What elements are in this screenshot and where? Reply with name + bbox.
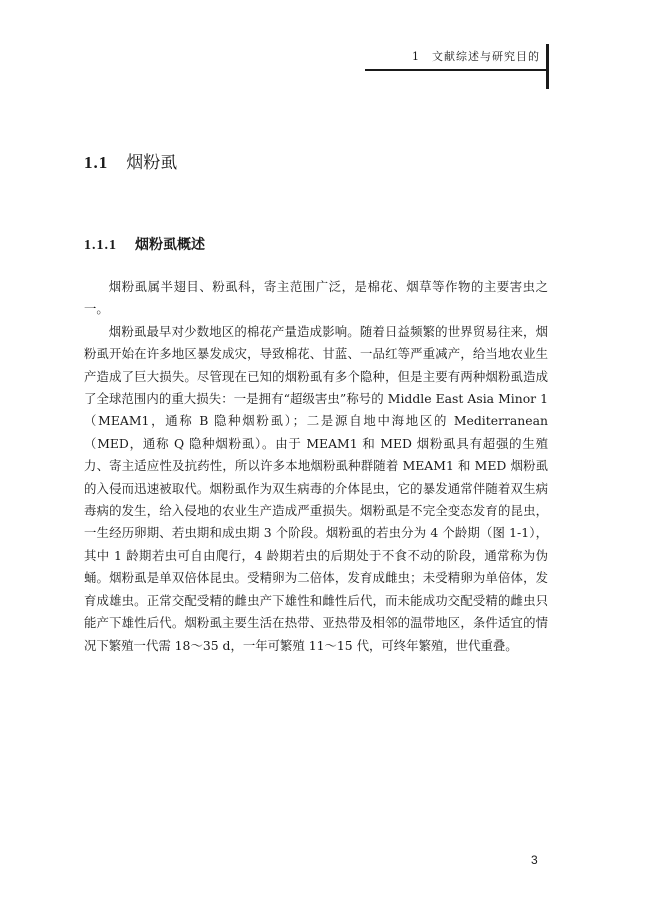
running-head-bar (546, 44, 549, 89)
subsection-number: 1.1.1 (84, 238, 117, 253)
running-head-rule (365, 69, 546, 71)
page-number: 3 (531, 853, 538, 867)
body-text (84, 276, 548, 657)
paragraph: 烟粉虱属半翅目、粉虱科，寄主范围广泛，是棉花、烟草等作物的主要害虫之一。 (84, 279, 548, 317)
subsection-heading (84, 234, 205, 254)
section-heading (84, 148, 177, 173)
running-head-chapter-title: 文献综述与研究目的 (432, 50, 540, 63)
section-title: 烟粉虱 (126, 153, 178, 173)
paragraph: 烟粉虱最早对少数地区的棉花产量造成影响。随着日益频繁的世界贸易往来，烟粉虱开始在许多地区暴发成灾，导致棉花、甘蓝、一品红等严重减产，给当地农业生产造成了巨大损失。尽管现在已知的烟粉虱有多个隐种，但是主要有两种烟粉虱造成了全球范围内的重大损失：一是拥有“超级害虫”称号的 Middle East Asia Minor 1（MEAM1，通称 B 隐种烟粉虱）；二是源自地中海地区的 Mediterranean（MED，通称 Q 隐种烟粉虱）。由于 MEAM1 和 MED 烟粉虱具有超强的生殖力、寄主适应性及抗药性，所以许多本地烟粉虱种群随着 MEAM1 和 MED 烟粉虱的入侵而迅速被取代。烟粉虱作为双生病毒的介体昆虫，它的暴发通常伴随着双生病毒病的发生，给入侵地的农业生产造成严重损失。烟粉虱是不完全变态发育的昆虫，一生经历卵期、若虫期和成虫期 3 个阶段。烟粉虱的若虫分为 4 个龄期（图 1-1），其中 1 龄期若虫可自由爬行，4 龄期若虫的后期处于不食不动的阶段，通常称为伪蛹。烟粉虱是单双倍体昆虫。受精卵为二倍体，发育成雌虫；未受精卵为单倍体，发育成雄虫。正常交配受精的雌虫产下雄性和雌性后代，而未能成功交配受精的雌虫只能产下雄性后代。烟粉虱主要生活在热带、亚热带及相邻的温带地区，条件适宜的情况下繁殖一代需 18～35 d，一年可繁殖 11～15 代，可终年繁殖，世代重叠。 (84, 323, 548, 653)
subsection-title: 烟粉虱概述 (135, 237, 205, 253)
section-number: 1.1 (84, 153, 109, 172)
running-head (412, 48, 540, 64)
running-head-chapter-number: 1 (412, 50, 420, 63)
